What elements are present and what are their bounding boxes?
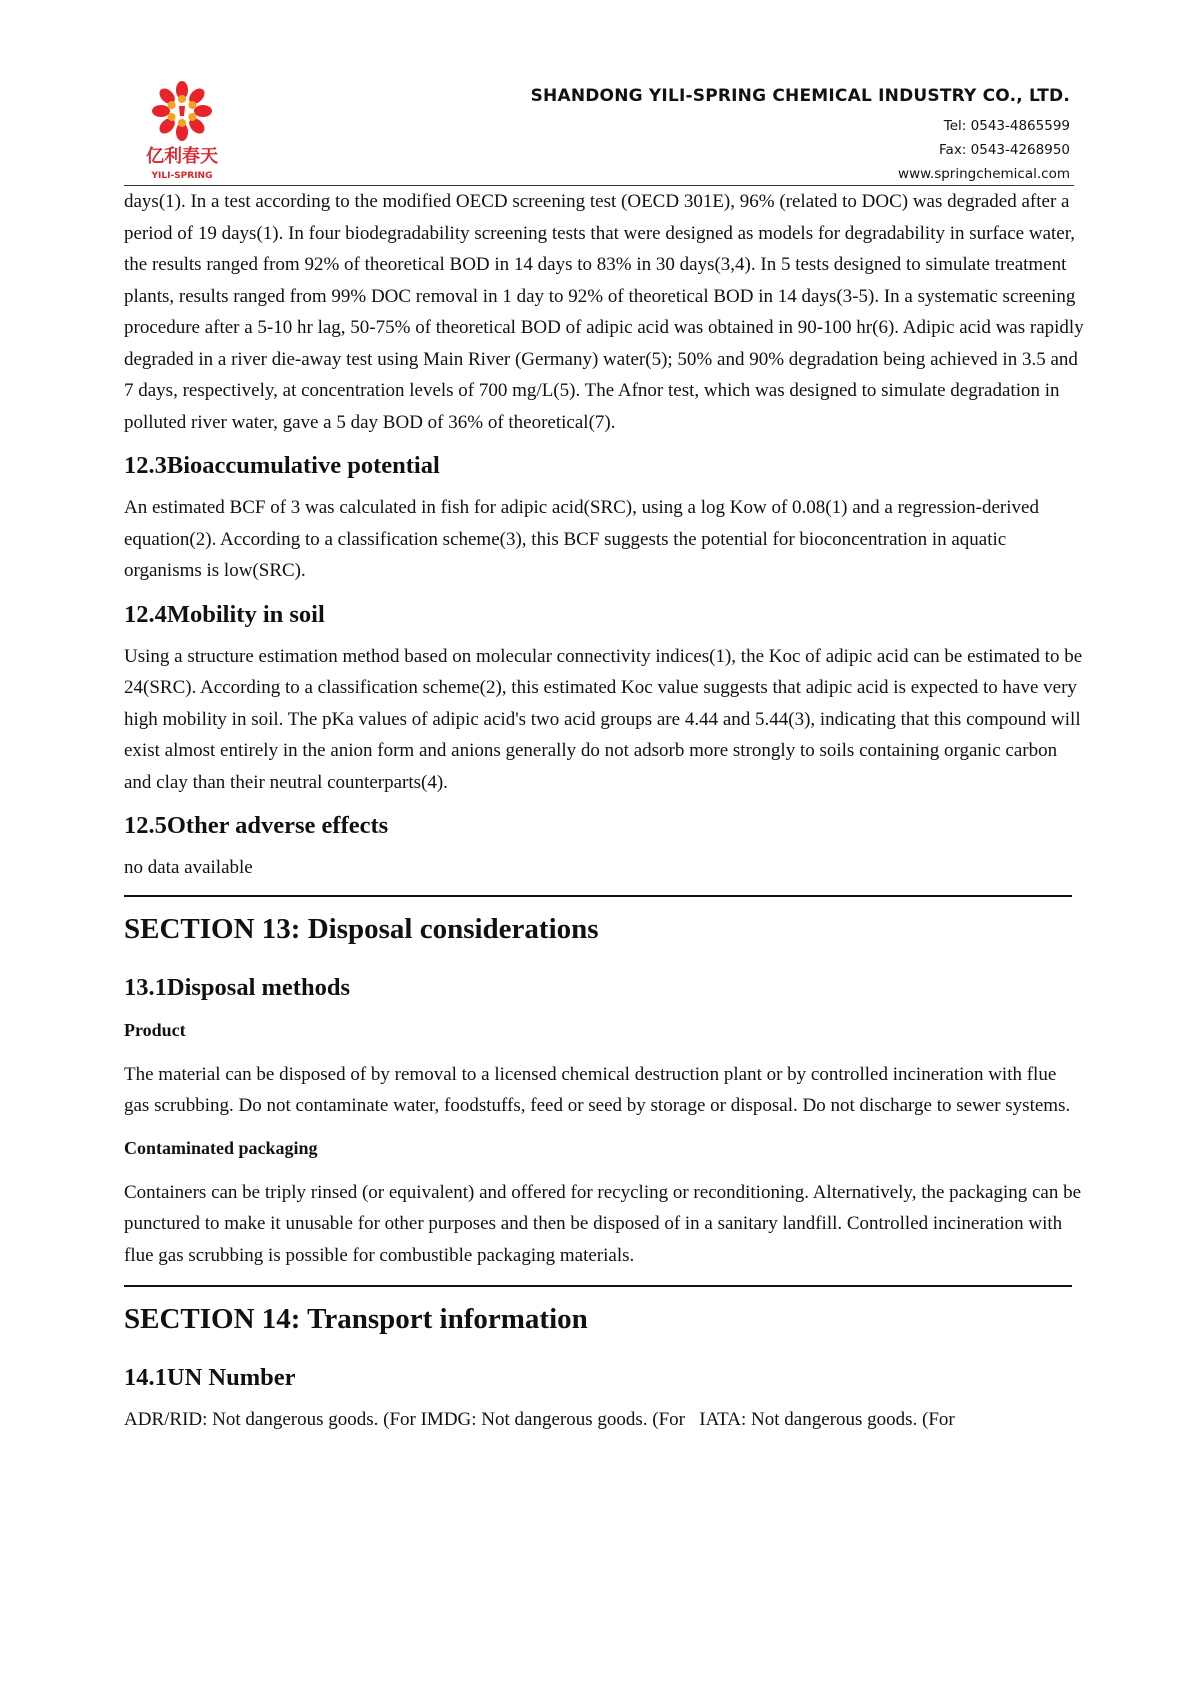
disposal-methods-heading: 13.1Disposal methods xyxy=(124,973,350,1001)
company-tel: Tel: 0543-4865599 xyxy=(943,118,1070,134)
packaging-label: Contaminated packaging xyxy=(124,1137,318,1158)
company-fax: Fax: 0543-4268950 xyxy=(939,142,1070,158)
company-logo xyxy=(132,78,232,182)
bioaccumulative-heading: 12.3Bioaccumulative potential xyxy=(124,452,440,479)
section-divider xyxy=(124,1285,1072,1287)
bioaccumulative-text: An estimated BCF of 3 was calculated in fish for adipic acid(SRC), using a log Kow of 0.08(1) and a regression-derived equation(2). According to a classification scheme(3), this BCF suggests the potential for bioconcentration in aquatic organisms is low(SRC). xyxy=(124,497,1039,581)
biodegradability-paragraph: days(1). In a test according to the modified OECD screening test (OECD 301E), 96% (related to DOC) was degraded after a period of 19 days(1). In four biodegradability screening tests that were designed as models for degradability in surface water, the results ranged from 92% of theoretical BOD in 14 days to 83% in 30 days(3,4). In 5 tests designed to simulate treatment plants, results ranged from 99% DOC removal in 1 day to 92% of theoretical BOD in 14 days(3-5). In a systematic screening procedure after a 5-10 hr lag, 50-75% of theoretical BOD of adipic acid was obtained in 90-100 hr(6). Adipic acid was rapidly degraded in a river die-away test using Main River (Germany) water(5); 50% and 90% degradation being achieved in 3.5 and 7 days, respectively, at concentration levels of 700 mg/L(5). The Afnor test, which was designed to simulate degradation in polluted river water, gave a 5 day BOD of 36% of theoretical(7). xyxy=(124,191,1084,433)
company-website[interactable]: www.springchemical.com xyxy=(898,166,1070,182)
section14-title: SECTION 14: Transport information xyxy=(124,1303,588,1335)
mobility-text: Using a structure estimation method based on molecular connectivity indices(1), the Koc of adipic acid can be estimated to be 24(SRC). According to a classification scheme(2), this estimated Koc value suggests that adipic acid is expected to have very high mobility in soil. The pKa values of adipic acid's two acid groups are 4.44 and 5.44(3), indicating that this compound will exist almost entirely in the anion form and anions generally do not adsorb more strongly to soils containing organic carbon and clay than their neutral counterparts(4). xyxy=(124,645,1083,793)
product-label: Product xyxy=(124,1019,186,1040)
document-body xyxy=(124,186,1084,1436)
section13-title: SECTION 13: Disposal considerations xyxy=(124,912,599,945)
other-effects-heading: 12.5Other adverse effects xyxy=(124,812,389,839)
un-number-heading: 14.1UN Number xyxy=(124,1364,296,1391)
logo-text-cn: 亿利春天 xyxy=(146,146,218,167)
logo-text-en: YILI-SPRING xyxy=(151,171,213,181)
product-text: The material can be disposed of by removal to a licensed chemical destruction plant or by controlled incineration with flue gas scrubbing. Do not contaminate water, foodstuffs, feed or seed by storage or disposal. Do not discharge to sewer systems. xyxy=(124,1063,1071,1116)
mobility-heading: 12.4Mobility in soil xyxy=(124,600,325,628)
packaging-text: Containers can be triply rinsed (or equivalent) and offered for recycling or reconditioning. Alternatively, the packaging can be punctured to make it unusable for other purposes and then be disposed of in a sanitary landfill. Controlled incineration with flue gas scrubbing is possible for combustible packaging materials. xyxy=(124,1181,1082,1266)
company-info xyxy=(531,86,1070,186)
section-divider xyxy=(124,895,1072,897)
company-name: SHANDONG YILI-SPRING CHEMICAL INDUSTRY CO., LTD. xyxy=(530,86,1070,106)
un-number-text: ADR/RID: Not dangerous goods. (For IMDG: Not dangerous goods. (For IATA: Not dangerous goods. (For xyxy=(124,1409,955,1430)
other-effects-text: no data available xyxy=(124,857,253,878)
